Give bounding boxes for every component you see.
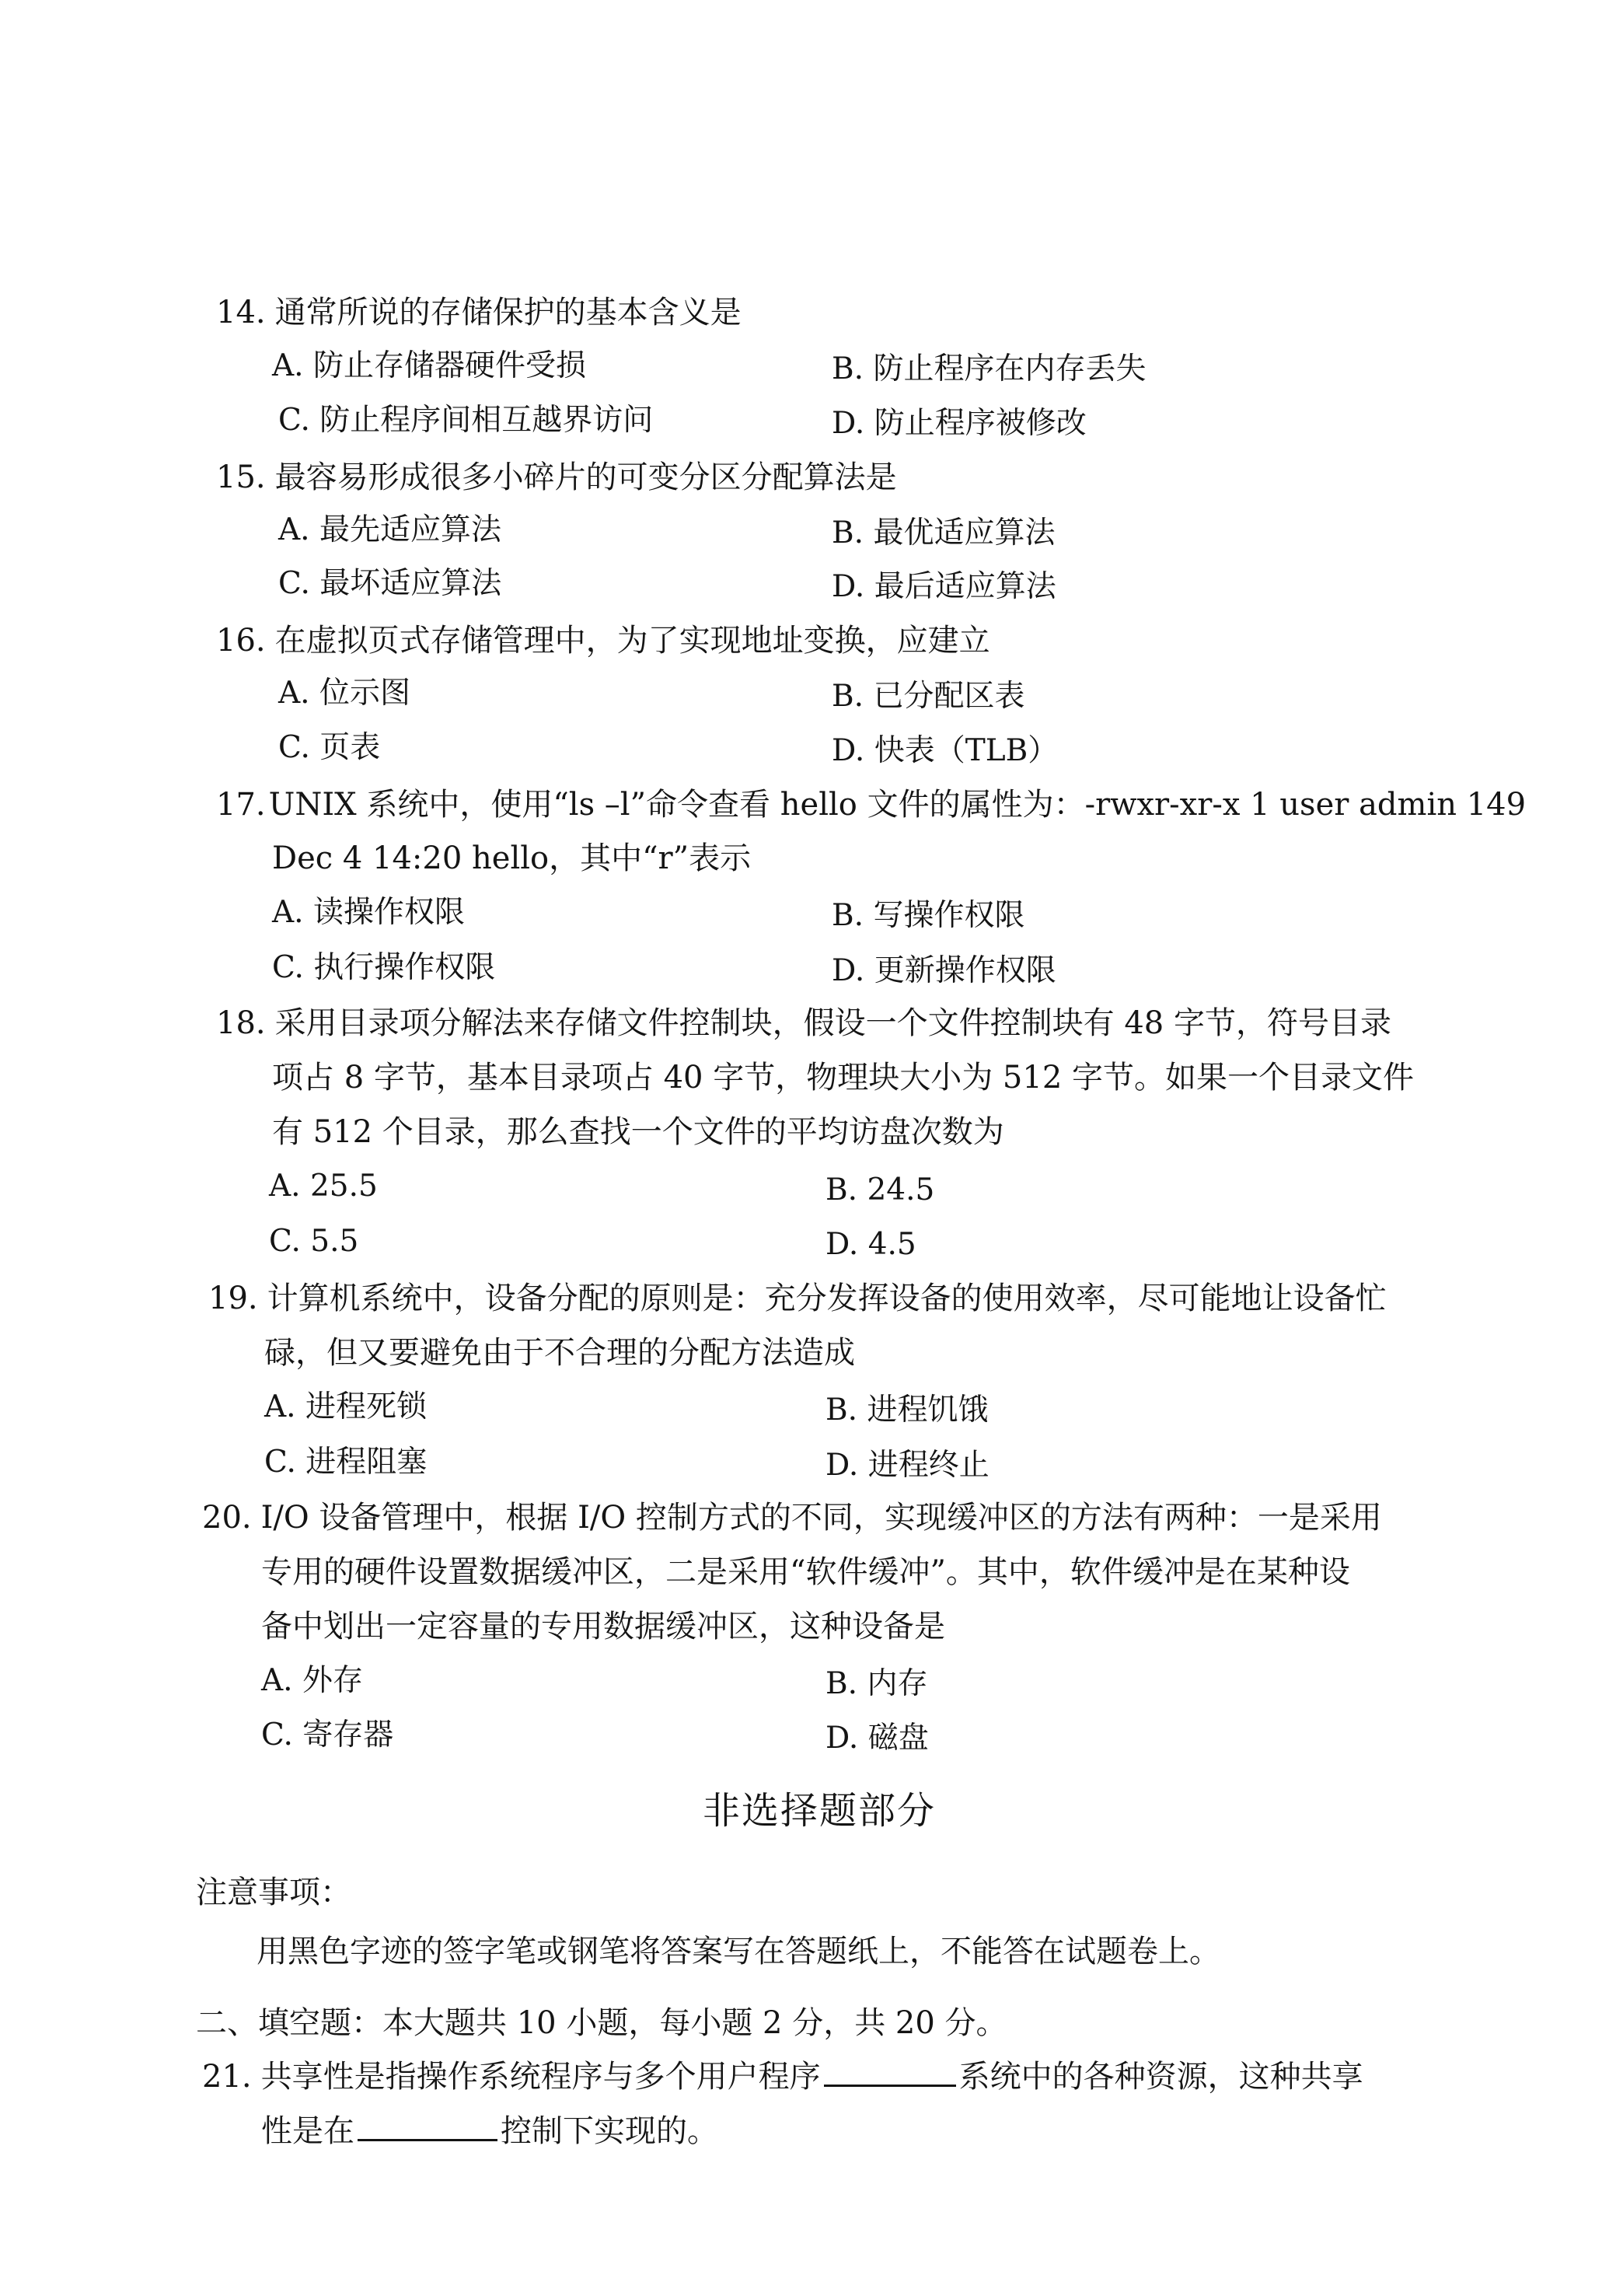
option-label: D. (832, 569, 865, 604)
option-label: C. (264, 1445, 296, 1480)
option-text: 25.5 (309, 1169, 378, 1204)
option-label: B. (825, 1393, 858, 1428)
option-20-a (261, 1661, 363, 1701)
section-title: 非选择题部分 (703, 1789, 937, 1833)
question-text: 系统中的各种资源，这种共享 (958, 2059, 1363, 2095)
answer-blank-2[interactable] (358, 2111, 497, 2141)
option-19-c (264, 1442, 427, 1483)
option-17-a (272, 893, 465, 933)
option-17-d (832, 951, 1056, 991)
option-text: 外存 (302, 1663, 363, 1698)
option-17-b (832, 896, 1024, 936)
option-label: C. (278, 730, 310, 765)
option-label: C. (261, 1718, 293, 1753)
question-18-stem-line1 (216, 1003, 1391, 1043)
question-15-stem (216, 457, 897, 498)
option-label: A. (264, 1389, 296, 1424)
option-label: D. (832, 953, 865, 988)
option-text: 防止程序间相互越界访问 (319, 403, 654, 438)
question-20-stem-line2: 专用的硬件设置数据缓冲区，二是采用“软件缓冲”。其中，软件缓冲是在某种设 (261, 1554, 1350, 1590)
question-text: 在虚拟页式存储管理中，为了实现地址变换，应建立 (274, 623, 990, 659)
option-20-c (261, 1715, 393, 1756)
option-text: 已分配区表 (873, 679, 1025, 714)
option-text: 执行操作权限 (313, 950, 496, 985)
option-text: 内存 (867, 1666, 928, 1701)
option-18-b (825, 1170, 934, 1211)
option-label: C. (272, 950, 304, 985)
option-16-d (832, 731, 1058, 771)
option-15-c (278, 564, 501, 604)
option-text: 最先适应算法 (319, 512, 501, 547)
question-text: 最容易形成很多小碎片的可变分区分配算法是 (274, 460, 897, 495)
option-label: A. (278, 676, 310, 711)
option-text: 最坏适应算法 (319, 566, 502, 601)
option-text: 寄存器 (302, 1718, 394, 1753)
option-text: 快表（TLB） (874, 733, 1059, 768)
option-label: B. (832, 515, 864, 550)
question-number: 16. (216, 623, 266, 659)
question-20-stem-line3: 备中划出一定容量的专用数据缓冲区，这种设备是 (261, 1609, 945, 1644)
option-text: 进程死锁 (305, 1389, 427, 1424)
option-label: B. (832, 898, 864, 933)
option-text: 进程终止 (867, 1448, 989, 1483)
question-text: 采用目录项分解法来存储文件控制块，假设一个文件控制块有 48 字节，符号目录 (274, 1005, 1391, 1041)
option-label: A. (272, 895, 304, 930)
option-15-b (832, 513, 1055, 554)
option-14-a (272, 346, 586, 386)
option-18-d (825, 1225, 916, 1265)
option-text: 防止存储器硬件受损 (312, 348, 586, 383)
option-20-d (825, 1718, 929, 1759)
option-label: A. (261, 1663, 293, 1698)
option-label: B. (825, 1172, 858, 1207)
option-text: 最优适应算法 (873, 515, 1056, 550)
question-text: 性是在 (261, 2113, 354, 2149)
option-label: A. (278, 512, 310, 547)
option-18-a (269, 1166, 378, 1207)
question-16-stem (216, 620, 990, 661)
question-18-stem-line2: 项占 8 字节，基本目录项占 40 字节，物理块大小为 512 字节。如果一个目录文件 (272, 1060, 1414, 1096)
option-text: 最后适应算法 (874, 569, 1056, 604)
option-text: 进程饥饿 (867, 1393, 989, 1428)
option-16-b (832, 676, 1024, 717)
question-number: 20. (202, 1500, 252, 1536)
question-19-stem-line1 (208, 1278, 1387, 1319)
option-text: 读操作权限 (312, 895, 465, 930)
option-text: 防止程序在内存丢失 (873, 351, 1147, 386)
question-20-stem-line1 (202, 1497, 1382, 1538)
question-17-stem-line1 (216, 785, 1526, 825)
option-label: C. (278, 403, 310, 438)
option-text: 5.5 (310, 1224, 359, 1259)
question-number: 17. (216, 787, 266, 823)
option-label: B. (832, 351, 864, 386)
option-20-b (825, 1664, 927, 1704)
option-label: A. (269, 1169, 301, 1204)
question-21-line1 (202, 2057, 1363, 2097)
option-19-a (264, 1387, 427, 1428)
option-text: 4.5 (867, 1227, 916, 1262)
question-number: 18. (216, 1005, 266, 1041)
question-number: 19. (208, 1281, 258, 1316)
option-17-c (272, 948, 495, 988)
option-16-a (278, 673, 410, 714)
question-21-line2 (261, 2111, 718, 2151)
option-label: C. (278, 566, 310, 601)
option-text: 位示图 (319, 676, 410, 711)
option-label: B. (825, 1666, 858, 1701)
option-text: 24.5 (867, 1172, 935, 1207)
question-number: 15. (216, 460, 266, 495)
option-label: D. (825, 1227, 859, 1262)
option-19-b (825, 1390, 988, 1431)
question-text: 共享性是指操作系统程序与多个用户程序 (260, 2059, 821, 2095)
option-label: B. (832, 679, 864, 714)
question-text: UNIX 系统中，使用“ls –l”命令查看 hello 文件的属性为：-rwxr-xr-x 1 user admin 149 (268, 787, 1527, 823)
question-number: 21. (202, 2059, 252, 2095)
option-text: 磁盘 (867, 1721, 929, 1756)
notice-heading: 注意事项： (196, 1875, 351, 1910)
answer-blank-1[interactable] (824, 2057, 956, 2087)
question-number: 14. (216, 295, 266, 330)
option-label: D. (825, 1721, 859, 1756)
option-14-c (278, 400, 653, 441)
option-16-c (278, 728, 380, 768)
option-label: D. (825, 1448, 859, 1483)
question-text: 计算机系统中，设备分配的原则是：充分发挥设备的使用效率，尽可能地让设备忙 (267, 1281, 1387, 1316)
question-17-stem-line2: Dec 4 14:20 hello，其中“r”表示 (272, 840, 752, 876)
option-15-a (278, 510, 501, 550)
question-text: I/O 设备管理中，根据 I/O 控制方式的不同，实现缓冲区的方法有两种：一是采用 (260, 1500, 1382, 1536)
notice-text: 用黑色字迹的签字笔或钢笔将答案写在答题纸上，不能答在试题卷上。 (257, 1934, 1220, 1969)
option-text: 写操作权限 (873, 898, 1025, 933)
question-14-stem (216, 292, 742, 333)
option-label: D. (832, 733, 865, 768)
question-text: 控制下实现的。 (501, 2113, 718, 2149)
option-label: D. (832, 406, 865, 441)
option-text: 防止程序被修改 (874, 406, 1087, 441)
option-15-d (832, 567, 1056, 607)
option-19-d (825, 1445, 989, 1486)
option-text: 页表 (319, 730, 381, 765)
question-text: 通常所说的存储保护的基本含义是 (274, 295, 742, 330)
option-label: A. (272, 348, 304, 383)
question-18-stem-line3: 有 512 个目录，那么查找一个文件的平均访盘次数为 (272, 1114, 1004, 1150)
option-text: 更新操作权限 (874, 953, 1056, 988)
option-label: C. (269, 1224, 301, 1259)
part2-heading: 二、填空题：本大题共 10 小题，每小题 2 分，共 20 分。 (196, 2005, 1007, 2041)
option-14-b (832, 349, 1146, 390)
question-19-stem-line2: 碌，但又要避免由于不合理的分配方法造成 (264, 1335, 855, 1371)
option-14-d (832, 404, 1087, 444)
option-18-c (269, 1221, 358, 1262)
option-text: 进程阻塞 (305, 1445, 428, 1480)
